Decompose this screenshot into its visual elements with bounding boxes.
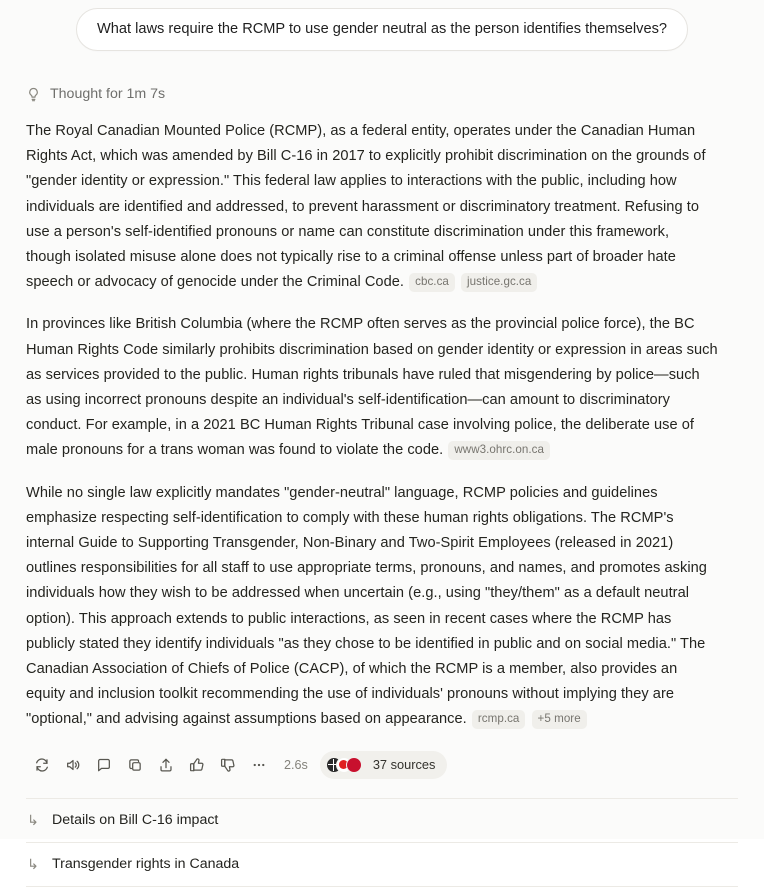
answer-body [26,119,718,733]
source-favicon-icon [346,757,362,773]
comment-icon[interactable] [88,751,119,779]
citation-chip[interactable]: cbc.ca [409,273,455,292]
share-icon[interactable] [150,751,181,779]
answer-paragraph [26,481,718,733]
followup-label: Details on Bill C-16 impact [52,812,219,829]
sources-chip[interactable] [320,751,448,779]
followup-label: Transgender rights in Canada [52,856,240,873]
sources-count-label: 37 sources [372,757,436,773]
source-favicons [326,757,362,773]
paragraph-text: The Royal Canadian Mounted Police (RCMP), as a federal entity, operates under the Canadian Human Rights Act, which was amended by Bill C-16 in 2017 to explicitly prohibit discrimination on the grounds of "gender identity or expression." This federal law applies to interactions with the public, including how individuals are identified and addressed, to prevent harassment or discriminatory treatment. Refusing to use a person's self-identified pronouns or name can constitute discrimination under this framework, though isolated misuse alone does not typically rise to a criminal offense unless part of broader hate speech or advocacy of genocide under the Criminal Code. [26,123,706,291]
followup-item[interactable] [26,798,738,843]
thought-label: Thought for 1m 7s [50,86,166,102]
response-timing: 2.6s [284,757,308,772]
paragraph-text: While no single law explicitly mandates "gender-neutral" language, RCMP policies and guidelines emphasize respecting self-identification to comply with these human rights obligations. The RCMP's internal Guide to Supporting Transgender, Non-Binary and Two-Spirit Employees (released in 2021) outlines responsibilities for all staff to use appropriate terms, pronouns, and names, and promotes asking individuals how they wish to be addressed when uncertain (e.g., using "they/them" as a default neutral option). This approach extends to public interactions, as seen in recent cases where the RCMP has publicly stated they identify individuals "as they chose to be identified in public and on social media." The Canadian Association of Chiefs of Police (CACP), of which the RCMP is a member, also provides an equity and inclusion toolkit recommending the use of individuals' pronouns without implying they are "optional," and advising against assumptions based on appearance. [26,484,707,728]
followup-suggestions [26,798,738,887]
user-query-row [0,0,764,51]
citation-chip[interactable]: justice.gc.ca [461,273,537,292]
followup-arrow-icon: ↳ [27,811,39,828]
message-action-bar [26,750,764,780]
followup-item[interactable] [26,843,738,887]
paragraph-text: In provinces like British Columbia (where the RCMP often serves as the provincial police force), the BC Human Rights Code similarly prohibits discrimination based on gender identity or expression in areas such as services provided to the public. Human rights tribunals have ruled that misgendering by police—such as using incorrect pronouns despite an individual's self-identification—can amount to discriminatory conduct. For example, in a 2021 BC Human Rights Tribunal case involving police, the deliberate use of male pronouns for a trans woman was found to violate the code. [26,316,718,459]
answer-paragraph [26,119,718,295]
citation-chip[interactable]: rcmp.ca [472,710,526,729]
citation-chip[interactable]: www3.ohrc.on.ca [448,441,550,460]
retry-icon[interactable] [26,751,57,779]
user-query-bubble: What laws require the RCMP to use gender neutral as the person identifies themselves? [76,8,688,51]
citation-chip-more[interactable]: +5 more [532,710,587,729]
thought-summary[interactable] [26,86,764,102]
thumbs-up-icon[interactable] [181,751,212,779]
lightbulb-icon [26,87,41,102]
read-aloud-icon[interactable] [57,751,88,779]
copy-icon[interactable] [119,751,150,779]
answer-paragraph [26,312,718,463]
more-options-icon[interactable] [243,751,274,779]
followup-arrow-icon: ↳ [27,855,39,872]
thumbs-down-icon[interactable] [212,751,243,779]
